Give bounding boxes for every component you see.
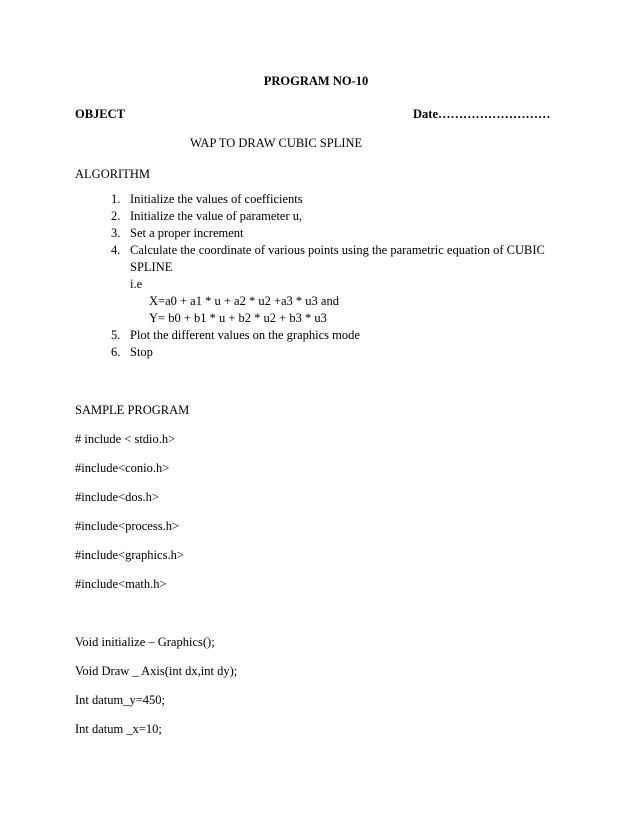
sample-program-heading: SAMPLE PROGRAM bbox=[75, 403, 190, 417]
program-title-text: PROGRAM NO-10 bbox=[263, 74, 369, 88]
code-line: #include<graphics.h> bbox=[75, 548, 184, 562]
step-ie-label: i.e bbox=[130, 277, 143, 291]
step-text: Initialize the values of coefficients bbox=[130, 192, 303, 206]
code-line: #include<math.h> bbox=[75, 577, 167, 591]
step-number: 3. bbox=[111, 226, 121, 240]
step-number: 4. bbox=[111, 243, 121, 257]
object-label: OBJECT bbox=[75, 107, 126, 121]
page-subtitle: WAP TO DRAW CUBIC SPLINE bbox=[190, 136, 363, 150]
step-text: Stop bbox=[130, 345, 153, 359]
program-title bbox=[0, 75, 638, 88]
code-line: # include < stdio.h> bbox=[75, 432, 176, 446]
code-line: #include<process.h> bbox=[75, 519, 180, 533]
step-text: Plot the different values on the graphics mode bbox=[130, 328, 360, 342]
step-text: Set a proper increment bbox=[130, 226, 244, 240]
code-line: Void Draw _ Axis(int dx,int dy); bbox=[75, 664, 238, 678]
code-line: #include<conio.h> bbox=[75, 461, 170, 475]
step-number: 1. bbox=[111, 192, 121, 206]
step-continuation: SPLINE bbox=[130, 260, 173, 274]
step-number: 2. bbox=[111, 209, 121, 223]
algorithm-heading: ALGORITHM bbox=[75, 167, 150, 181]
date-label: Date……………………… bbox=[413, 107, 551, 121]
equation-x: X=a0 + a1 * u + a2 * u2 +a3 * u3 and bbox=[149, 294, 339, 308]
code-line: #include<dos.h> bbox=[75, 490, 159, 504]
equation-y: Y= b0 + b1 * u + b2 * u2 + b3 * u3 bbox=[149, 311, 327, 325]
step-text: Calculate the coordinate of various points using the parametric equation of CUBIC bbox=[130, 243, 545, 257]
code-line: Int datum_y=450; bbox=[75, 693, 166, 707]
step-number: 6. bbox=[111, 345, 121, 359]
step-number: 5. bbox=[111, 328, 121, 342]
step-text: Initialize the value of parameter u, bbox=[130, 209, 303, 223]
code-line: Void initialize – Graphics(); bbox=[75, 635, 215, 649]
code-line: Int datum _x=10; bbox=[75, 722, 162, 736]
